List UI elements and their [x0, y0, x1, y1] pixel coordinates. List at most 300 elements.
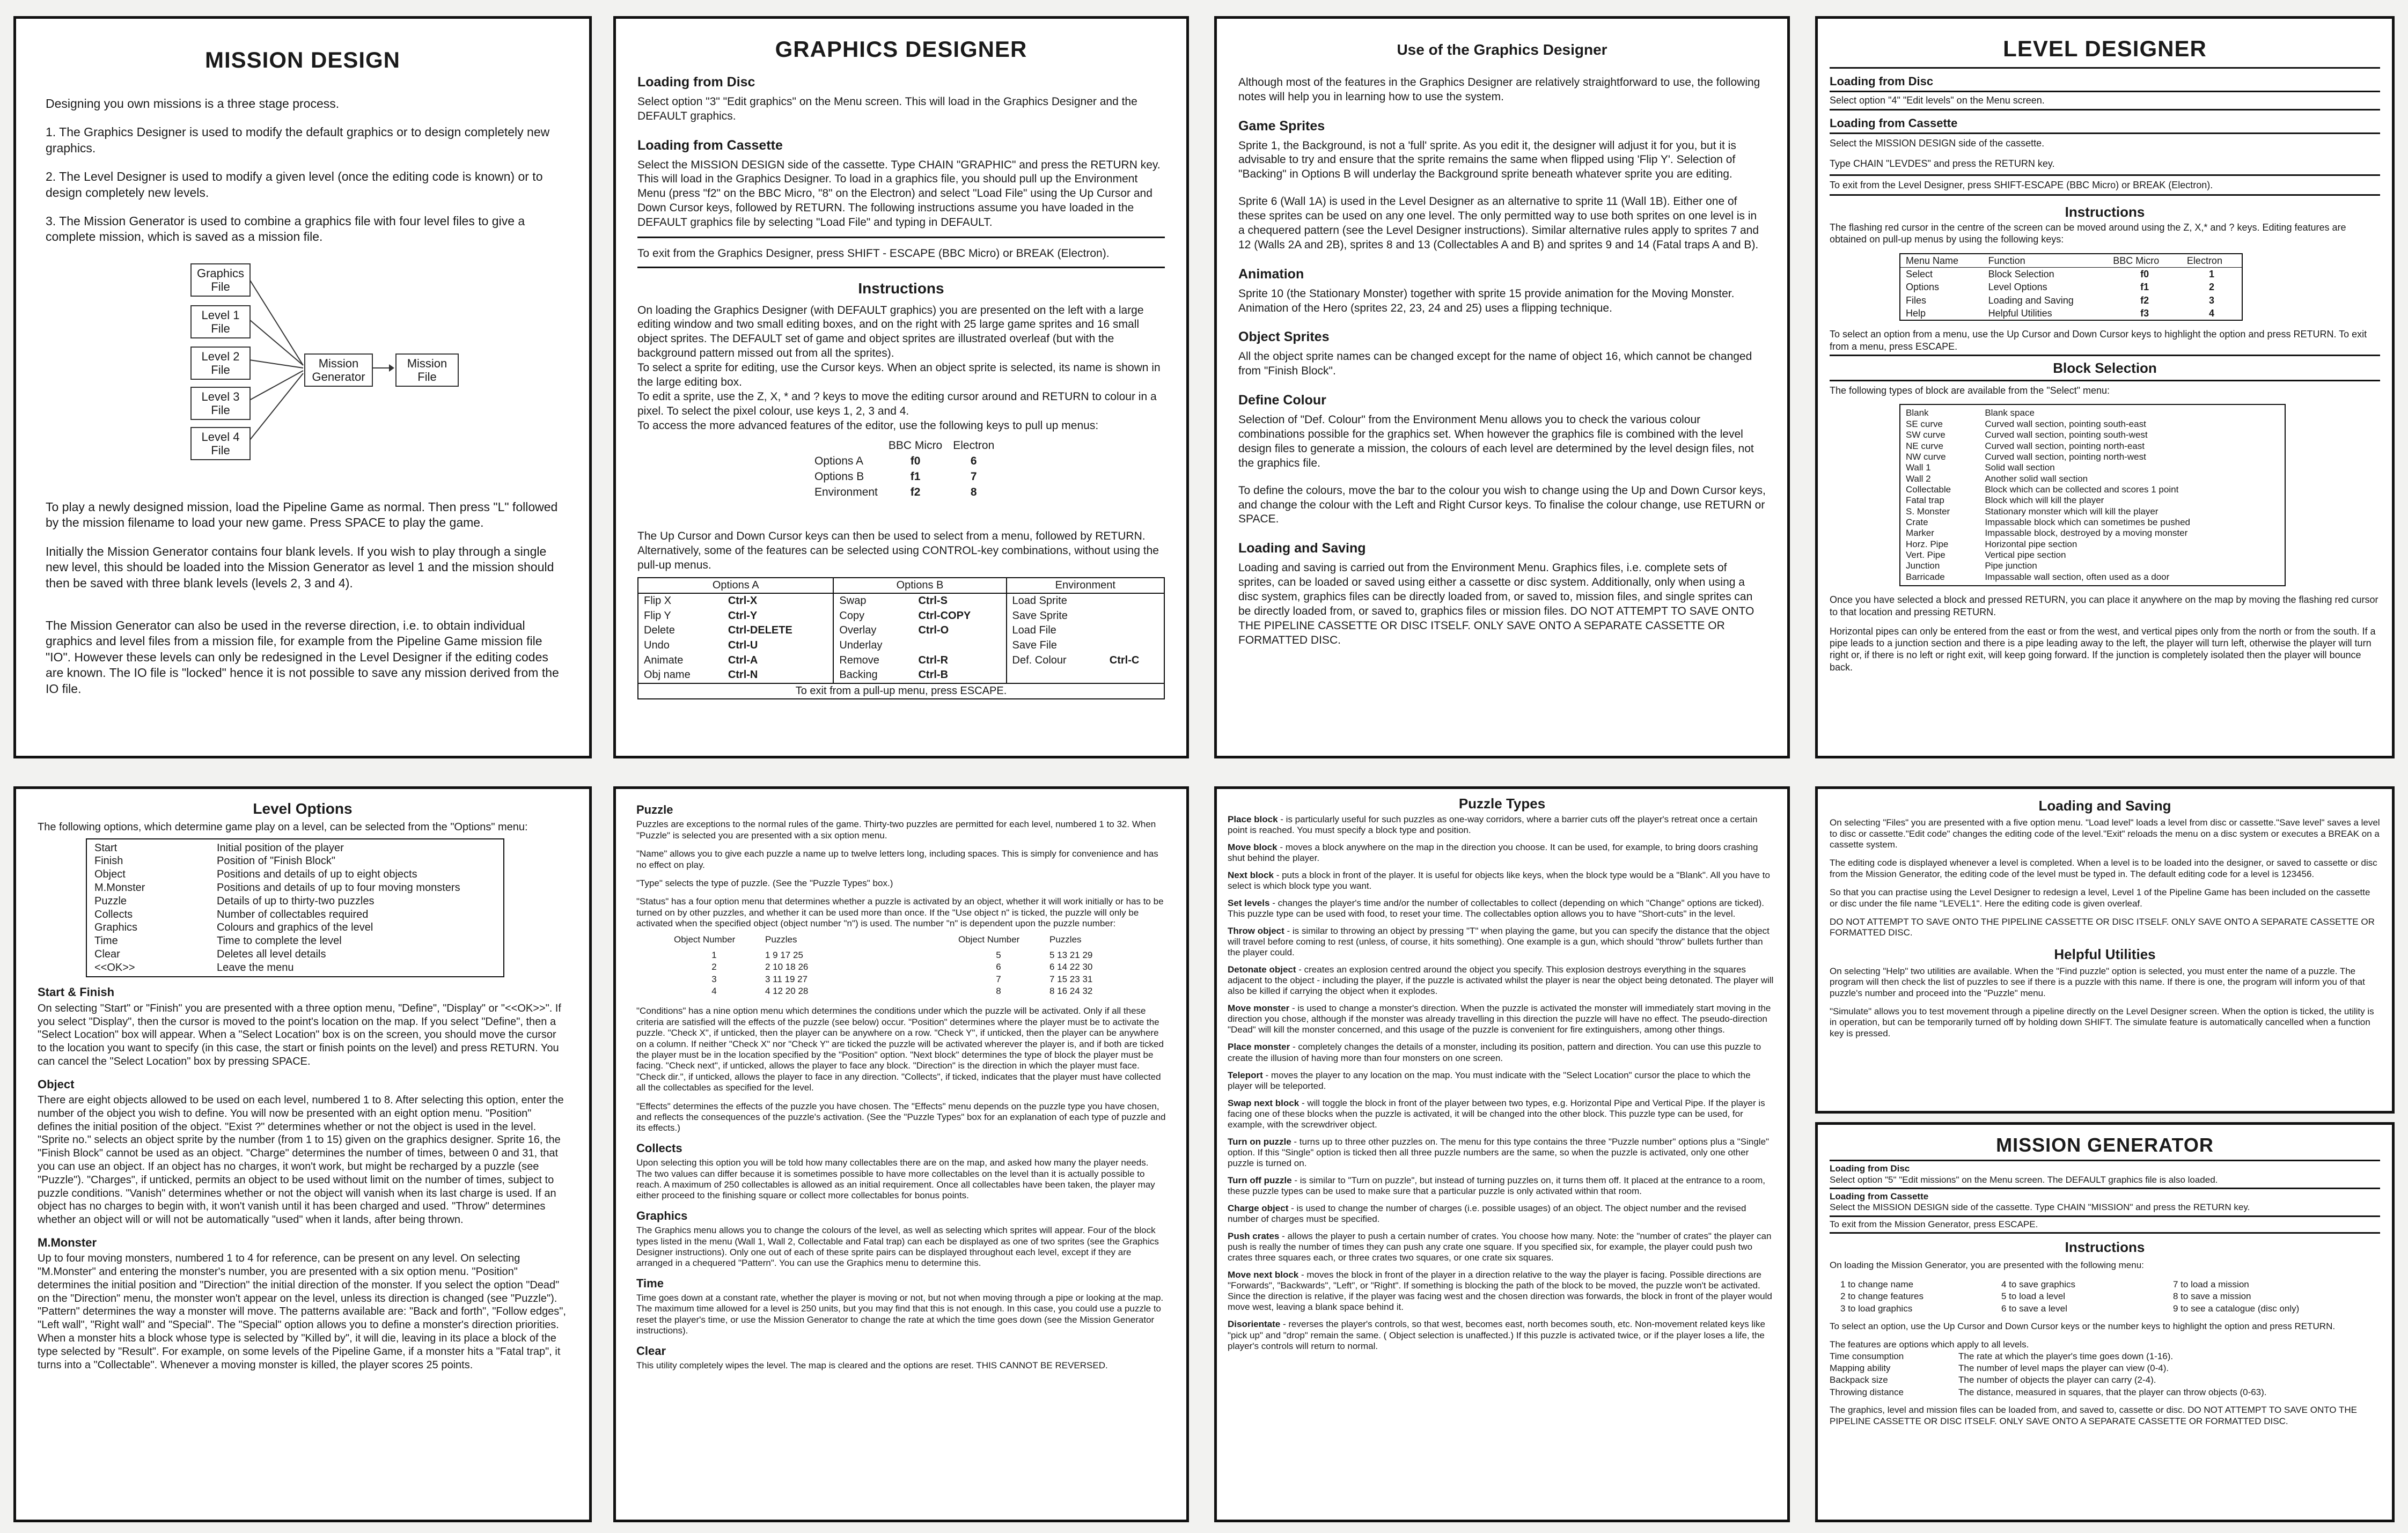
- col-header: BBC Micro: [888, 439, 943, 452]
- definition: - changes the player's time and/or the number of collectables to collect (depending on which "Change" options are ticked). This puzzle type can be used with food, to reset your time. The collectables option allows you to have "Short-cuts" in the level.: [1228, 897, 1765, 919]
- level1-file-box: Level 1 File: [190, 305, 251, 339]
- cell: Initial position of the player: [217, 842, 344, 854]
- cell: Collects: [94, 908, 133, 920]
- cell: Ctrl-N: [723, 668, 834, 683]
- cell: Leave the menu: [217, 961, 294, 974]
- col-header: BBC Micro: [2113, 255, 2160, 266]
- cell: Options B: [814, 470, 864, 483]
- page-title: Level Options: [253, 800, 353, 817]
- cell: f0: [2140, 269, 2149, 280]
- panel-loading-saving: [1815, 786, 2395, 1114]
- paragraph: To exit from the Mission Generator, press ESCAPE.: [1830, 1219, 2038, 1229]
- paragraph: On selecting "Start" or "Finish" you are presented with a three option menu, "Define", "Display" or "<<OK>>". If you select "Display", then the cursor is moved to the point's location on the map. If you select "Define", then a "Select Location" box will appear. When a "Select Location" box is on the screen, you should move the cursor to the location you want to specify (in this case, the start or finish points on the level) and press RETURN. You can cancel the "Select Location" box by pressing SPACE.: [38, 1002, 561, 1067]
- cell: Animate: [644, 654, 684, 666]
- cell: Time to complete the level: [217, 935, 342, 947]
- section-heading: Loading from Cassette: [637, 137, 783, 153]
- cell: Ctrl-U: [723, 638, 834, 653]
- cell: 2 10 18 26: [765, 962, 809, 972]
- cell: 6 to save a level: [2001, 1303, 2067, 1314]
- section-heading: Puzzle: [636, 803, 673, 816]
- paragraph: "Name" allows you to give each puzzle a name up to twelve letters long, including spaces. This is simply for convenience and has no effect on play.: [636, 849, 1158, 870]
- paragraph: "Simulate" allows you to test movement through a pipeline directly on the Level Designer screen. When the option is ticked, the utility is in operation, but can be temporarily turned off by holding down SHIFT. The simulate feature is automatically cancelled when a function key is pressed.: [1830, 1006, 2374, 1038]
- paragraph: Type CHAIN "LEVDES" and press the RETURN key.: [1830, 158, 2055, 169]
- cell: Ctrl-DELETE: [723, 623, 834, 638]
- cell: 3: [2208, 294, 2214, 306]
- panel-level-options: [13, 786, 592, 1522]
- cell: Undo: [644, 639, 670, 651]
- definition: - turns up to three other puzzles on. The menu for this type contains the three "Puzzle number" options plus a "Single" option. If this "Single" option is ticked then all three puzzle numbers are the same, so when the puzzle is activated, only one other puzzle is turned on.: [1228, 1136, 1770, 1168]
- definition: - is similar to "Turn on puzzle", but instead of turning puzzles on, it turns them off. It placed at the entrance to a room, these puzzle types can be used to make sure that a particular puzzle is only activated within that room.: [1228, 1175, 1765, 1196]
- paragraph: The Mission Generator can also be used in the reverse direction, i.e. to obtain individual graphics and level files from a mission file, for example from the Pipeline Game mission file "IO". However these levels can only be redesigned in the Level Designer if the editing codes are known. The IO file is "locked" hence it is not possible to save any mission derived from the IO file.: [46, 618, 559, 696]
- term: Move next block: [1228, 1270, 1299, 1280]
- term: Next block: [1228, 869, 1274, 880]
- cell: Position of "Finish Block": [217, 855, 335, 867]
- paragraph: The following options, which determine game play on a level, can be selected from the "Options" menu:: [38, 821, 528, 833]
- page-title: Use of the Graphics Designer: [1397, 41, 1607, 58]
- cell: Number of collectables required: [217, 908, 369, 920]
- cell: Puzzle: [94, 895, 127, 907]
- puzzle-type-item: [1228, 842, 1776, 864]
- cell: Block which can be collected and scores 1 point: [1985, 484, 2179, 495]
- cell: 7: [996, 974, 1001, 984]
- section-heading: Loading from Cassette: [1830, 116, 1958, 130]
- panel-graphics-designer: [613, 16, 1189, 758]
- cell: The number of objects the player can carry (2-4).: [1958, 1375, 2156, 1385]
- cell: 9 to see a catalogue (disc only): [2173, 1303, 2300, 1314]
- cell: [1104, 593, 1164, 609]
- paragraph: On selecting "Files" you are presented with a five option menu. "Load level" loads a level from disc or cassette."Save level" saves a level to disc or cassette."Edit code" changes the editing code of the level."Exit" reloads the menu on a disc system or executes a BREAK on a cassette system.: [1830, 817, 2380, 850]
- col-header: Electron: [953, 439, 995, 452]
- cell: Positions and details of up to four moving monsters: [217, 881, 460, 894]
- paragraph: To select an option, use the Up Cursor and Down Cursor keys or the number keys to highlight the option and press RETURN.: [1830, 1321, 2336, 1331]
- cell: Overlay: [839, 624, 877, 637]
- divider: [637, 237, 1165, 238]
- cell: [1104, 623, 1164, 638]
- cell: 3 to load graphics: [1840, 1303, 1913, 1314]
- paragraph: Sprite 1, the Background, is not a 'full' sprite. As you edit it, the designer will adjust it for you, but it is advisable to try and ensure that the sprite remains the same when flipped using 'Flip Y'. Selection of "Backing" in Options B will underlay the Background sprite beneath whatever sprite you are editing.: [1238, 139, 1736, 181]
- cell: <<OK>>: [94, 961, 135, 974]
- cell: 6: [970, 455, 977, 468]
- paragraph: Time goes down at a constant rate, whether the player is moving or not, but not when moving through a pipe or looking at the map. The maximum time allowed for a level is 250 units, but you may find that this is not enough. In this case, you could use a puzzle to reset the player's time, or use the Mission Generator to change the rate at which the time goes down (see the Mission Generator instructions).: [636, 1293, 1164, 1336]
- paragraph: DO NOT ATTEMPT TO SAVE ONTO THE PIPELINE CASSETTE OR DISC ITSELF. ONLY SAVE ONTO A SEPARATE CASSETTE OR FORMATTED DISC.: [1830, 916, 2375, 938]
- paragraph: Selection of "Def. Colour" from the Environment Menu allows you to check the various colour combinations possible for the graphics set. When however the graphics file is combined with the level design files to generate a mission, the colours of each level are determined by the level design files, not the graphics file.: [1238, 414, 1754, 469]
- cell: Backpack size: [1830, 1375, 1888, 1385]
- cell: Throwing distance: [1830, 1387, 1904, 1397]
- cell: Colours and graphics of the level: [217, 922, 373, 934]
- cell: Junction: [1906, 561, 1940, 571]
- paragraph: To define the colours, move the bar to the colour you wish to change using the Up and Down Cursor keys, and change the colour with the Left and Right Cursor keys. To finalise the colour change, use RETURN or SPACE.: [1238, 484, 1766, 526]
- cell: Ctrl-Y: [723, 609, 834, 624]
- cell: The distance, measured in squares, that the player can throw objects (0-63).: [1958, 1387, 2267, 1397]
- panel-puzzle-options: [613, 786, 1189, 1522]
- divider: [1830, 1232, 2380, 1234]
- paragraph: "Effects" determines the effects of the puzzle you have chosen. The "Effects" menu depends on the puzzle type you have chosen, and reflects the consequences of the puzzle's activation. (See the "Puzzle Types" box for an explanation of each type of puzzle and its effects.): [636, 1101, 1166, 1133]
- col-header: Electron: [2186, 255, 2222, 266]
- paragraph: 1. The Graphics Designer is used to modify the default graphics or to design completely new graphics.: [46, 125, 550, 155]
- term: Push crates: [1228, 1231, 1280, 1242]
- menu-key-table: [809, 438, 1000, 500]
- col-header: Menu Name: [1906, 255, 1959, 266]
- term: Teleport: [1228, 1070, 1263, 1080]
- section-heading: Instructions: [2065, 1239, 2145, 1256]
- cell: 1 9 17 25: [765, 949, 803, 960]
- paragraph: On loading the Graphics Designer (with DEFAULT graphics) you are presented on the left with a large editing window and two small editing boxes, and on the right with 25 large game sprites and 16 small object sprites. The DEFAULT set of game and object sprites are illustrated overleaf (but with the background pattern missed out from all the sprites).: [637, 304, 1144, 360]
- paragraph: To select a sprite for editing, use the Cursor keys. When an object sprite is selected, its name is shown in the large editing box.: [637, 362, 1161, 388]
- cell: Ctrl-B: [913, 668, 1006, 683]
- cell: Swap: [839, 595, 867, 607]
- section-heading: Loading from Disc: [1830, 75, 1934, 89]
- definition: - is particularly useful for such puzzles as one-way corridors, where a barrier cuts off the player's retreat once a certain point is reached. You must specify a block type and position.: [1228, 814, 1758, 835]
- paragraph: All the object sprite names can be changed except for the name of object 16, which cannot be changed from "Finish Block".: [1238, 350, 1752, 378]
- puzzle-type-item: [1228, 814, 1776, 836]
- definition: - puts a block in front of the player. It is useful for objects like keys, when the block type would be a "Blank". All you have to select is which block type you want.: [1228, 869, 1770, 891]
- cell: SE curve: [1906, 418, 1943, 429]
- cell: 8: [996, 986, 1001, 997]
- term: Turn off puzzle: [1228, 1175, 1292, 1185]
- cell: 4 12 20 28: [765, 986, 809, 997]
- cell: 8 16 24 32: [1049, 986, 1093, 997]
- section-heading: Instructions: [858, 279, 944, 297]
- cell: [1007, 668, 1104, 683]
- cell: 3 11 19 27: [765, 974, 808, 984]
- section-heading: Loading from Disc: [637, 74, 755, 90]
- level2-file-box: Level 2 File: [190, 347, 251, 380]
- divider: [1830, 132, 2380, 134]
- cell: Finish: [94, 855, 123, 867]
- cell: NE curve: [1906, 440, 1943, 451]
- cell: [1104, 638, 1164, 653]
- cell: Curved wall section, pointing north-west: [1985, 451, 2146, 462]
- paragraph: To play a newly designed mission, load the Pipeline Game as normal. Then press "L" followed by the mission filename to load your new game. Press SPACE to play the game.: [46, 499, 558, 530]
- section-heading: Time: [636, 1276, 664, 1290]
- paragraph: So that you can practise using the Level Designer to redesign a level, Level 1 of the Pipeline Game has been included on the cassette or disc under the file name "LEVEL1". Here the editing code is given overleaf.: [1830, 887, 2370, 909]
- puzzle-type-item: [1228, 1319, 1776, 1351]
- definition: - allows the player to push a certain number of crates. You choose how many. Note: the "number of crates" the player can push is really the number of times they can push any crate one square. If you specified six, for example, the player could push two crates three squares each, or three crates two squares, or one crate six squares.: [1228, 1231, 1772, 1263]
- paragraph: Select the MISSION DESIGN side of the cassette. Type CHAIN "GRAPHIC" and press the RETURN key. This will load in the Graphics Designer. To load in a graphics file, you should pull up the Environment Menu (press "f2" on the BBC Micro, "8" on the Electron) and select "Load File" using the Up Cursor and Down Cursor keys, followed by RETURN. The following instructions assume you have loaded in the DEFAULT graphics file by selecting "Load File" and typing in DEFAULT.: [637, 158, 1161, 229]
- cell: Crate: [1906, 517, 1928, 528]
- paragraph: Select the MISSION DESIGN side of the cassette. Type CHAIN "MISSION" and press the RETURN key.: [1830, 1202, 2250, 1213]
- paragraph: Upon selecting this option you will be told how many collectables there are on the map, and asked how many the player needs. The two values can differ because it is sometimes possible to have more collectables on the level than it is actually possible to reach. A maximum of 250 collectables is allowed as an initial requirement. Once all collectables have been taken, the player may either proceed to the finishing square or collect more collectables for bonus points.: [636, 1158, 1155, 1201]
- cell: 5 13 21 29: [1049, 949, 1093, 960]
- section-heading: Block Selection: [2053, 359, 2157, 376]
- cell: Deletes all level details: [217, 948, 326, 960]
- cell: Mapping ability: [1830, 1363, 1891, 1374]
- cell: f2: [2140, 294, 2149, 306]
- page-title: Puzzle Types: [1458, 795, 1546, 812]
- definition: - completely changes the details of a monster, including its position, pattern and direction. You can use this puzzle to create the illusion of having more than four monsters on one screen.: [1228, 1042, 1761, 1063]
- cell: Stationary monster which will kill the player: [1985, 506, 2159, 517]
- paragraph: The editing code is displayed whenever a level is completed. When a level is to be loaded into the designer, or saved to cassette or disc from the Mission Generator, the editing code of the level must be typed in. The default editing code for a level is 123456.: [1830, 858, 2377, 879]
- cell: Ctrl-X: [723, 593, 834, 609]
- cell: f1: [2140, 282, 2149, 293]
- cell: 4 to save graphics: [2001, 1279, 2075, 1289]
- cell: Ctrl-COPY: [913, 609, 1006, 624]
- mission-generator-box: Mission Generator: [304, 353, 373, 387]
- puzzle-type-item: [1228, 1070, 1776, 1092]
- cell: Options: [1906, 282, 1940, 293]
- cell: Solid wall section: [1985, 462, 2055, 473]
- cell: [1104, 609, 1164, 624]
- cell: Graphics: [94, 922, 138, 934]
- section-heading: Game Sprites: [1238, 118, 1325, 134]
- panel-mission-design: [13, 16, 592, 758]
- cell: S. Monster: [1906, 506, 1950, 517]
- definition: - reverses the player's controls, so that west, becomes east, north becomes south, etc. Non-movement related keys like "pick up" and "drop" remain the same. ( Object selection is unaffected.) If this puzzle is activated twice, or if the player loses a life, the player's controls will return to normal.: [1228, 1319, 1765, 1351]
- section-heading: Loading from Cassette: [1830, 1191, 1929, 1202]
- cell: f3: [2140, 307, 2149, 319]
- puzzle-type-item: [1228, 964, 1776, 997]
- paragraph: Designing you own missions is a three stage process.: [46, 96, 340, 110]
- cell: Copy: [839, 609, 865, 622]
- cell: 6: [996, 962, 1001, 972]
- cell: 7 to load a mission: [2173, 1279, 2249, 1289]
- puzzle-type-item: [1228, 1098, 1776, 1130]
- cell: 7: [970, 470, 977, 483]
- cell: Curved wall section, pointing south-west: [1985, 430, 2148, 440]
- cell: Save File: [1012, 639, 1057, 651]
- menu-table: [1899, 253, 2243, 321]
- cell: Def. Colour: [1012, 654, 1067, 666]
- cell: Flip Y: [644, 609, 671, 622]
- cell: 2: [2208, 282, 2214, 293]
- paragraph: Initially the Mission Generator contains four blank levels. If you wish to play through a single new level, this should be loaded into the Mission Generator as level 1 and the mission should then be saved with three blank levels (levels 2, 3 and 4).: [46, 544, 554, 590]
- paragraph: Puzzles are exceptions to the normal rules of the game. Thirty-two puzzles are permitted for each level, numbered 1 to 32. When "Puzzle" is selected you are presented with a six option menu.: [636, 819, 1156, 841]
- cell: 6 14 22 30: [1049, 962, 1093, 972]
- cell: SW curve: [1906, 430, 1946, 440]
- cell: Blank space: [1985, 408, 2035, 418]
- definition: - is used to change a monster's direction. When the puzzle is activated the monster will immediately start moving in the direction you chose, although if the monster was already travelling in this direction the puzzle will have no effect. The pseudo-direction "Dead" will kill the monster concerned, and this usage of the puzzle is convenient for fire extinguishers, among other things.: [1228, 1003, 1771, 1035]
- cell: 7 15 23 31: [1049, 974, 1093, 984]
- definition: - is used to change the number of charges (i.e. possible usages) of an object. The object number and the revised number of charges must be specified.: [1228, 1203, 1746, 1225]
- page-title: MISSION GENERATOR: [1996, 1134, 2214, 1156]
- section-heading: Collects: [636, 1141, 682, 1155]
- cell: Vert. Pipe: [1906, 550, 1946, 561]
- paragraph: "Type" selects the type of puzzle. (See the "Puzzle Types" box.): [636, 878, 893, 888]
- cell: [913, 638, 1006, 653]
- section-heading: Graphics: [636, 1208, 688, 1222]
- cell: Ctrl-O: [913, 623, 1006, 638]
- term: Move block: [1228, 842, 1278, 852]
- cell: NW curve: [1906, 451, 1946, 462]
- puzzle-type-item: [1228, 898, 1776, 919]
- divider: [1830, 1215, 2380, 1217]
- panel-puzzle-types: [1214, 786, 1790, 1522]
- puzzle-type-item: [1228, 1175, 1776, 1197]
- definition: - creates an explosion centred around the object you specify. This explosion destroys everything in the squares adjacent to the object - including the player, if the puzzle is activated whilst the player is near the object being detonated. The player will also be killed if carrying the object when it explodes.: [1228, 964, 1774, 997]
- section-heading: Animation: [1238, 266, 1304, 282]
- paragraph: Sprite 6 (Wall 1A) is used in the Level Designer as an alternative to sprite 11 (Wall 1B). Either one of these sprites can be used on any one level. The only permitted way to use both sprites on one level is in a chequered pattern (see the Level Designer instructions). Similar alternative rules apply to sprites 7 and 12 (Walls 2A and 2B), sprites 8 and 13 (Collectables A and B) and sprites 9 and 14 (Fatal traps A and B).: [1238, 195, 1759, 251]
- section-heading: Define Colour: [1238, 393, 1326, 408]
- cell: Impassable block, destroyed by a moving monster: [1985, 528, 2188, 539]
- cell: Block which will kill the player: [1985, 495, 2104, 506]
- cell: M.Monster: [94, 881, 145, 894]
- paragraph: The features are options which apply to all levels.: [1830, 1339, 2029, 1350]
- cell: Impassable block which can sometimes be pushed: [1985, 517, 2191, 528]
- cell: [1104, 668, 1164, 683]
- definition: - is similar to throwing an object by pressing "T" when playing the game, but you can specify the distance that the object will travel before coming to rest (unless, of course, it hits something). One example is a gun, which should "throw" bullets further than the player could.: [1228, 926, 1770, 958]
- cell: Time: [94, 935, 118, 947]
- graphics-file-box: Graphics File: [190, 263, 251, 297]
- cell: 1 to change name: [1840, 1279, 1914, 1289]
- paragraph: This utility completely wipes the level. The map is cleared and the options are reset. THIS CANNOT BE REVERSED.: [636, 1360, 1108, 1371]
- cell: Underlay: [839, 639, 883, 651]
- cell: Load Sprite: [1012, 595, 1067, 607]
- divider: [1830, 355, 2380, 356]
- paragraph: To exit from the Graphics Designer, press SHIFT - ESCAPE (BBC Micro) or BREAK (Electron).: [637, 247, 1110, 260]
- cell: Positions and details of up to eight objects: [217, 868, 417, 881]
- paragraph: To exit from the Level Designer, press SHIFT-ESCAPE (BBC Micro) or BREAK (Electron).: [1830, 179, 2213, 190]
- section-heading: Clear: [636, 1344, 666, 1358]
- col-header: Puzzles: [765, 934, 797, 945]
- page-title: GRAPHICS DESIGNER: [775, 36, 1027, 62]
- mission-file-box: Mission File: [395, 353, 459, 387]
- cell: Ctrl-S: [913, 593, 1006, 609]
- term: Disorientate: [1228, 1319, 1281, 1330]
- divider: [1830, 380, 2380, 381]
- cell: Wall 1: [1906, 462, 1931, 473]
- divider: [1830, 91, 2380, 92]
- cell: Loading and Saving: [1988, 294, 2074, 306]
- panel-level-designer: [1815, 16, 2395, 758]
- puzzle-type-item: [1228, 1137, 1776, 1169]
- cell: Curved wall section, pointing north-east: [1985, 440, 2145, 451]
- term: Charge object: [1228, 1203, 1289, 1214]
- puzzle-type-item: [1228, 926, 1776, 958]
- cell: Collectable: [1906, 484, 1951, 495]
- paragraph: To edit a sprite, use the Z, X, * and ? keys to move the editing cursor around and RETURN to colour in a pixel. To select the pixel colour, use keys 1, 2, 3 and 4.: [637, 390, 1157, 417]
- cell: Marker: [1906, 528, 1934, 539]
- cell: Wall 2: [1906, 473, 1931, 484]
- paragraph: The flashing red cursor in the centre of the screen can be moved around using the Z, X,* and ? keys. Editing features are obtained on pull-up menus by using the following keys:: [1830, 222, 2346, 245]
- cell: Ctrl-C: [1109, 654, 1140, 666]
- cell: The rate at which the player's time goes down (1-16).: [1958, 1351, 2174, 1361]
- paragraph: On loading the Mission Generator, you are presented with the following menu:: [1830, 1260, 2144, 1271]
- col-header: Puzzles: [1049, 934, 1082, 945]
- cell: Delete: [644, 624, 675, 637]
- level4-file-box: Level 4 File: [190, 427, 251, 461]
- section-heading: Loading and Saving: [1238, 541, 1366, 556]
- cell: Barricade: [1906, 571, 1945, 582]
- section-heading: Object: [38, 1077, 75, 1091]
- shortcut-table: [637, 577, 1165, 700]
- divider: [1830, 109, 2380, 110]
- paragraph: Select option "4" "Edit levels" on the Menu screen.: [1830, 95, 2045, 106]
- puzzle-type-item: [1228, 1270, 1776, 1313]
- cell: Environment: [814, 486, 878, 499]
- puzzle-type-item: [1228, 870, 1776, 891]
- definition: - moves the player to any location on the map. You must indicate with the "Select Location" cursor the place to which the player will be teleported.: [1228, 1070, 1751, 1091]
- cell: 4: [2208, 307, 2214, 319]
- term: Place monster: [1228, 1042, 1290, 1052]
- generator-menu-table: [1835, 1279, 2304, 1315]
- paragraph: Sprite 10 (the Stationary Monster) together with sprite 15 provide animation for the Moving Monster. Animation of the Hero (sprites 22, 23, 24 and 25) uses a flipping technique.: [1238, 287, 1735, 314]
- paragraph: Up to four moving monsters, numbered 1 to 4 for reference, can be present on any level. On selecting "M.Monster" and entering the monster's number, you are presented with a six option menu. "Position" determines the initial position and "Direction" the initial direction of the monster. If you select the option "Dead" on the "Direction" menu, the monster won't appear on the level, unless its direction is changed (see "Puzzle"). "Pattern" determines the way a monster will move. The patterns available are: "Back and forth", "Follow edges", "Left wall", "Right wall" and "Special". The "Special" option allows you to define a monster's direction priorities. When a monster hits a block whose type is selected by "Killed by", it will die, leaving in its place a block of the type selected by "Result". For example, on some levels of the Pipeline Game, if a monster hits a "Fatal trap", it turns into a "Collectable". Whenever a moving monster is killed, the player scores 25 points.: [38, 1252, 566, 1371]
- cell: 8 to save a mission: [2173, 1291, 2251, 1302]
- cell: 2 to change features: [1840, 1291, 1924, 1302]
- table-footer: To exit from a pull-up menu, press ESCAPE.: [795, 684, 1007, 697]
- cell: Obj name: [644, 669, 691, 681]
- paragraph: Once you have selected a block and pressed RETURN, you can place it anywhere on the map by moving the flashing red cursor to that location and pressing RETURN.: [1830, 594, 2378, 617]
- cell: 5 to load a level: [2001, 1291, 2066, 1302]
- col-header: Options A: [638, 578, 833, 594]
- cell: Select: [1906, 269, 1933, 280]
- paragraph: 2. The Level Designer is used to modify a given level (once the editing code is known) or to design completely new levels.: [46, 169, 543, 200]
- puzzle-type-item: [1228, 1003, 1776, 1035]
- cell: Remove: [839, 654, 879, 666]
- cell: Flip X: [644, 595, 672, 607]
- cell: The number of level maps the player can view (0-4).: [1958, 1363, 2169, 1374]
- cell: 2: [711, 962, 717, 972]
- divider: [1830, 174, 2380, 176]
- cell: Fatal trap: [1906, 495, 1944, 506]
- divider: [1830, 1160, 2380, 1161]
- cell: f0: [910, 455, 921, 468]
- section-heading: Helpful Utilities: [2054, 946, 2156, 962]
- cell: Time consumption: [1830, 1351, 1904, 1361]
- section-heading: Object Sprites: [1238, 329, 1330, 345]
- cell: Horizontal pipe section: [1985, 539, 2077, 549]
- divider: [1830, 1188, 2380, 1189]
- paragraph: Select option "3" "Edit graphics" on the Menu screen. This will load in the Graphics Designer and the DEFAULT graphics.: [637, 95, 1137, 122]
- puzzle-type-item: [1228, 1042, 1776, 1063]
- col-header: [809, 438, 883, 454]
- paragraph: Loading and saving is carried out from the Environment Menu. Graphics files, i.e. complete sets of sprites, can be loaded or saved using either a cassette or disc system. Additionally, only when using a disc system, graphics files can be directly loaded from, or saved to, mission files, and single sprites can be directly loaded from, or saved to, graphics files or mission files. DO NOT ATTEMPT TO SAVE ONTO THE PIPELINE CASSETTE OR DISC ITSELF. ONLY SAVE ONTO A SEPARATE CASSETTE OR FORMATTED DISC.: [1238, 562, 1754, 646]
- puzzle-type-item: [1228, 1231, 1776, 1263]
- cell: Clear: [94, 948, 120, 960]
- col-header: Environment: [1055, 579, 1115, 591]
- paragraph: To select an option from a menu, use the Up Cursor and Down Cursor keys to highlight the option and press RETURN. To exit from a menu, press ESCAPE.: [1830, 329, 2367, 352]
- section-heading: Loading from Disc: [1830, 1163, 1910, 1174]
- cell: f2: [910, 486, 921, 499]
- definition: - moves the block in front of the player in a direction relative to the way the player is facing. Possible directions are "Forwards", "Backwards", "Left", or "Right". If something is blocking the path of the block to be moved, the puzzle won't be activated. Since the direction is relative, if the player was facing west and the chosen direction was forwards, the block in front of the player would move west, leaving a blank space behind it.: [1228, 1270, 1772, 1313]
- paragraph: To access the more advanced features of the editor, use the following keys to pull up menus:: [637, 419, 1099, 432]
- cell: Help: [1906, 307, 1926, 319]
- cell: 4: [711, 986, 717, 997]
- col-header: Function: [1988, 255, 2025, 266]
- term: Throw object: [1228, 926, 1284, 937]
- cell: Object: [94, 868, 126, 881]
- paragraph: "Conditions" has a nine option menu which determines the conditions under which the puzzle will be activated. Only if all these criteria are satisfied will the effects of the puzzle (see below) occur. "Position" determines where the player must be to activate the puzzle. "Check X", if unticked, then the player can be anywhere on a row. "Check Y", if unticked, then the player can be anywhere on a column. If neither "Check X" nor "Check Y" are ticked the puzzle will be activated wherever the player is, and if both are ticked the player must be in the location specified by the "Position" option. "Next block" determines the type of block the player must be facing. "Check next", if unticked, allows the player to face any block. "Direction" is the direction in which the player must face. "Check dir.", if unticked, allows the player to face in any direction. "Collects", if ticked, indicates that the player must have collected all the collectables as specified for the level.: [636, 1006, 1164, 1093]
- col-header: Options B: [833, 578, 1006, 594]
- col-header: Object Number: [958, 934, 1020, 945]
- cell: Save Sprite: [1012, 609, 1068, 622]
- cell: 8: [970, 486, 977, 499]
- term: Move monster: [1228, 1003, 1290, 1014]
- cell: Options A: [814, 455, 864, 468]
- term: Detonate object: [1228, 964, 1296, 975]
- cell: Impassable wall section, often used as a door: [1985, 571, 2170, 582]
- cell: Details of up to thirty-two puzzles: [217, 895, 375, 907]
- page-title: Loading and Saving: [2038, 798, 2171, 814]
- cell: Files: [1906, 294, 1927, 306]
- cell: 5: [996, 949, 1001, 960]
- level3-file-box: Level 3 File: [190, 387, 251, 421]
- paragraph: The Up Cursor and Down Cursor keys can then be used to select from a menu, followed by RETURN. Alternatively, some of the features can be selected using CONTROL-key combinations, without using the pull-up menus.: [637, 529, 1159, 571]
- cell: Another solid wall section: [1985, 473, 2088, 484]
- definition: - will toggle the block in front of the player between two types, e.g. Horizontal Pipe and Vertical Pipe. If the player is facing one of these blocks when the puzzle is activated, it will be changed into the other block. This puzzle type can be used, for example, with the screwdriver object.: [1228, 1097, 1765, 1130]
- paragraph: Select the MISSION DESIGN side of the cassette.: [1830, 137, 2045, 149]
- cell: 1: [711, 949, 717, 960]
- panel-mission-generator: [1815, 1122, 2395, 1522]
- cell: Blank: [1906, 408, 1929, 418]
- paragraph: There are eight objects allowed to be used on each level, numbered 1 to 8. After selecting this option, enter the number of the object you wish to define. You will now be presented with an eight option menu. "Position" defines the initial position of the object. "Exist ?" determines whether or not the object is used in the level. "Sprite no." selects an object sprite by the number (from 1 to 15) given on the graphics designer. Sprite 16, the "Finish Block" cannot be used as an object. "Charge" determines the number of times, between 0 and 31, that you can use an object. If an object has no charges, it won't work, but might be recharged by a puzzle (see "Puzzle"). "Charges", if unticked, permits an object to be used without limit on the number of times, subject to puzzle conditions. "Vanish" determines whether or not the object will vanish when its last charge is used. If an object has no charges to begin with, it won't vanish until it has been charged and used. "Throw" determines whether an object will or will not be automatically "used" when it lands, after being thrown.: [38, 1094, 564, 1226]
- paragraph: "Status" has a four option menu that determines whether a puzzle is activated by an object, whether it will work initially or has to be turned on by other puzzles, and whether it can be used more than once. If the "Use object n" is ticked, the puzzle will only be activated when the specified object (object number "n") is used. The number "n" is dependent upon the puzzle number:: [636, 896, 1164, 929]
- term: Set levels: [1228, 897, 1270, 908]
- cell: Ctrl-A: [723, 653, 834, 668]
- paragraph: On selecting "Help" two utilities are available. When the "Find puzzle" option is selected, you must enter the name of a puzzle. The program will then check the list of puzzles to see if there is a puzzle with this name. If there is one, the program will inform you of that puzzle's number and proceed into the "Puzzle" menu.: [1830, 966, 2365, 998]
- term: Place block: [1228, 814, 1278, 824]
- options-table: [86, 838, 504, 978]
